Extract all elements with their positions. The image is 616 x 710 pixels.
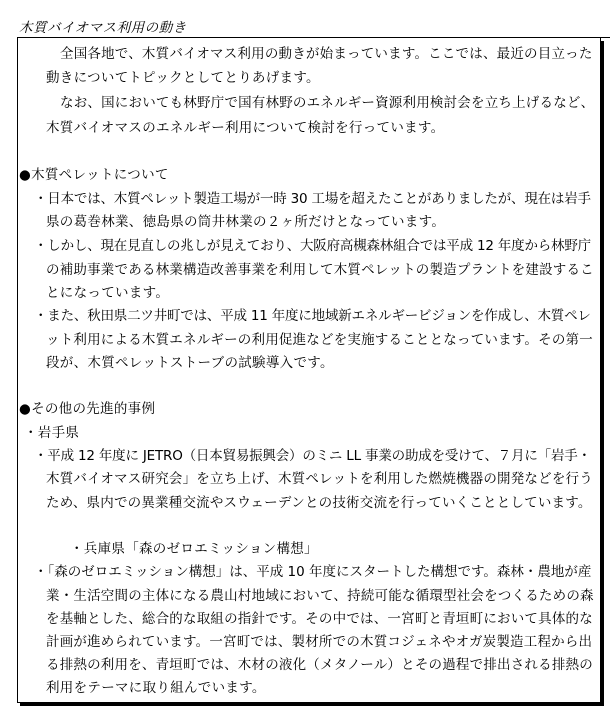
pellet-line-4: の補助事業である林業構造改善事業を利用して木質ペレットの製造プラントを建設するこ xyxy=(46,262,594,278)
hyogo-line-2: 業・生活空間の主体になる農山村地域において、持続可能な循環型社会をつくるための森 xyxy=(46,588,594,604)
pellet-line-6: ・また、秋田県二ツ井町では、平成 11 年度に地域新エネルギービジョンを作成し、木質ペレ xyxy=(34,308,591,324)
section-title: 木質バイオマス利用の動き xyxy=(19,20,187,36)
iwate-line-2: 木質バイオマス研究会」を立ち上げ、木質ペレットを利用した燃焼機器の開発などを行う xyxy=(46,471,593,487)
hyogo-line-1: ・「森のゼロエミッション構想」は、平成 10 年度にスタートした構想です。森林・農地が産 xyxy=(34,564,592,580)
iwate-line-3: ため、県内での異業種交流やスウェーデンとの技術交流を行っていくこととしています。 xyxy=(46,495,592,511)
pellet-line-2: 県の葛巻林業、徳島県の筒井林業の２ヶ所だけとなっています。 xyxy=(46,214,446,230)
hyogo-line-3: を基軸とした、総合的な取組の指針です。その中では、一宮町と青垣町において具体的な xyxy=(46,611,593,627)
pellet-line-1: ・日本では、木質ペレット製造工場が一時 30 工場を超えたことがありましたが、現在は岩手 xyxy=(34,191,591,207)
pellet-line-5: とになっています。 xyxy=(46,285,170,301)
pellet-line-8: 段が、木質ペレットストーブの試験導入です。 xyxy=(46,355,334,371)
intro-line-1: 全国各地で、木質バイオマス利用の動きが始まっています。ここでは、最近の目立った xyxy=(60,46,593,62)
pellet-line-3: ・しかし、現在見直しの兆しが見えており、大阪府高槻森林組合では平成 12 年度から林野庁 xyxy=(34,238,591,254)
iwate-line-1: ・平成 12 年度に JETRO（日本貿易振興会）のミニ LL 事業の助成を受けて、７月に「岩手・ xyxy=(34,448,591,464)
hyogo-line-4: 計画が進められています。一宮町では、製材所での木質コジェネやオガ炭製造工程から出 xyxy=(46,634,593,650)
iwate-heading: ・岩手県 xyxy=(24,425,80,441)
hyogo-heading: ・兵庫県「森のゼロエミッション構想」 xyxy=(70,541,318,557)
heading-pellet: ●木質ペレットについて xyxy=(19,167,169,183)
heading-other: ●その他の先進的事例 xyxy=(19,401,156,417)
pellet-line-7: ット利用による木質エネルギーの利用促進などを実施することとなっています。その第一 xyxy=(46,332,593,348)
intro-line-4: 木質バイオマスのエネルギー利用について検討を行っています。 xyxy=(46,120,445,136)
hyogo-line-6: 利用をテーマに取り組んでいます。 xyxy=(46,680,266,696)
hyogo-line-5: る排熱の利用を、青垣町では、木材の液化（メタノール）とその過程で排出される排熱の xyxy=(46,657,593,673)
intro-line-3: なお、国においても林野庁で国有林野のエネルギー資源利用検討会を立ち上げるなど、 xyxy=(60,95,595,111)
intro-line-2: 動きについてトピックとしてとりあげます。 xyxy=(46,70,320,86)
